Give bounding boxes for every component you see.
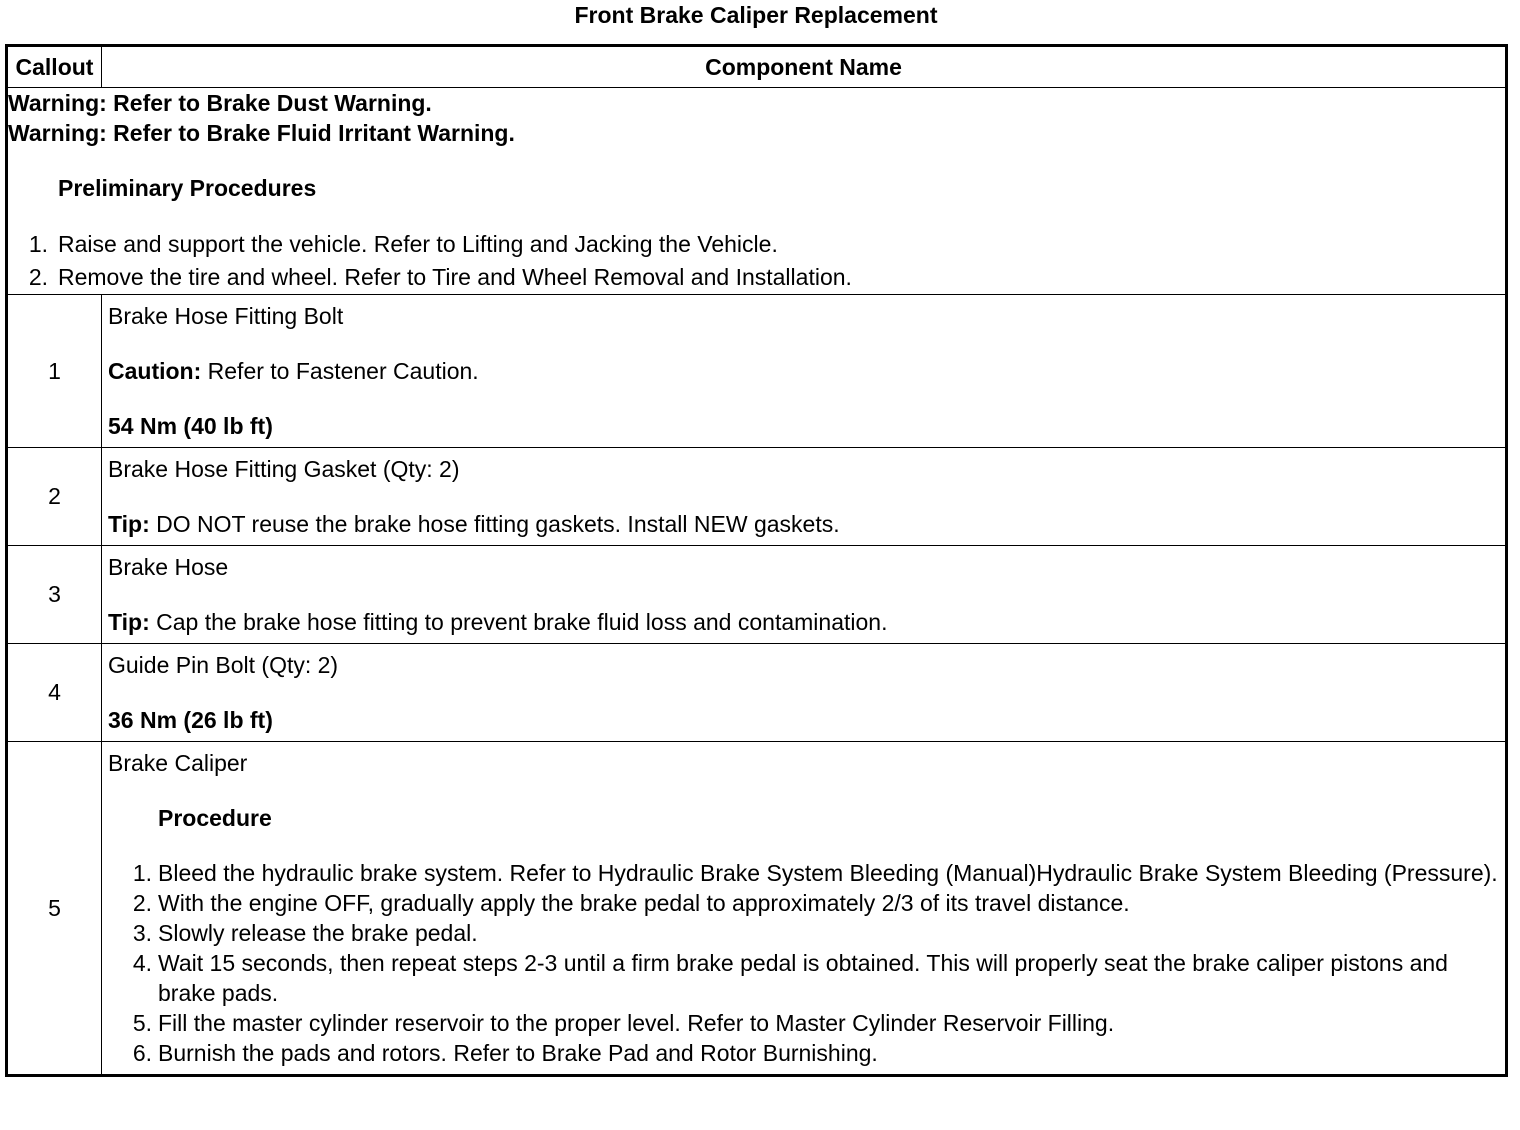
component-cell bbox=[102, 742, 1507, 1076]
warning-brake-dust: Warning: Refer to Brake Dust Warning. bbox=[8, 90, 432, 116]
warning-brake-fluid: Warning: Refer to Brake Fluid Irritant Warning. bbox=[8, 120, 515, 146]
procedure-table bbox=[5, 44, 1508, 1077]
callout-number: 1 bbox=[7, 295, 102, 448]
component-name: Brake Caliper bbox=[108, 750, 248, 776]
component-name: Guide Pin Bolt (Qty: 2) bbox=[108, 652, 339, 678]
procedure-steps bbox=[108, 858, 1499, 1068]
table-row bbox=[7, 295, 1507, 448]
preliminary-row bbox=[7, 88, 1507, 295]
preliminary-cell bbox=[7, 88, 1507, 295]
list-item: 1. Raise and support the vehicle. Refer to Lifting and Jacking the Vehicle. bbox=[28, 231, 778, 257]
callout-number: 4 bbox=[7, 644, 102, 742]
component-cell bbox=[102, 644, 1507, 742]
list-item: 3. Slowly release the brake pedal. bbox=[132, 920, 478, 946]
callout-header: Callout bbox=[7, 46, 102, 88]
page-title: Front Brake Caliper Replacement bbox=[574, 2, 938, 28]
procedure-heading: Procedure bbox=[158, 805, 272, 831]
callout-number: 5 bbox=[7, 742, 102, 1076]
component-name: Brake Hose Fitting Gasket (Qty: 2) bbox=[108, 456, 460, 482]
table-row bbox=[7, 448, 1507, 546]
preliminary-heading: Preliminary Procedures bbox=[58, 175, 317, 201]
component-cell bbox=[102, 295, 1507, 448]
list-item: 2. With the engine OFF, gradually apply the brake pedal to approximately 2/3 of its travel distance. bbox=[132, 890, 1130, 916]
table-row bbox=[7, 644, 1507, 742]
list-item: 6. Burnish the pads and rotors. Refer to Brake Pad and Rotor Burnishing. bbox=[132, 1040, 878, 1066]
list-item: 4. Wait 15 seconds, then repeat steps 2-3 until a firm brake pedal is obtained. This will properly seat the brake caliper pistons and brake pads. bbox=[132, 950, 1448, 1006]
component-cell bbox=[102, 448, 1507, 546]
table-row bbox=[7, 742, 1507, 1076]
caution-note: Caution: Refer to Fastener Caution. bbox=[108, 358, 479, 384]
list-item: 2. Remove the tire and wheel. Refer to Tire and Wheel Removal and Installation. bbox=[28, 264, 852, 290]
component-name: Brake Hose bbox=[108, 554, 229, 580]
torque-spec: 36 Nm (26 lb ft) bbox=[108, 707, 273, 733]
callout-number: 2 bbox=[7, 448, 102, 546]
callout-number: 3 bbox=[7, 546, 102, 644]
component-cell bbox=[102, 546, 1507, 644]
list-item: 1. Bleed the hydraulic brake system. Refer to Hydraulic Brake System Bleeding (Manual)Hydraulic Brake System Bleeding (Pressure). bbox=[132, 860, 1498, 886]
component-name: Brake Hose Fitting Bolt bbox=[108, 303, 344, 329]
torque-spec: 54 Nm (40 lb ft) bbox=[108, 413, 273, 439]
list-item: 5. Fill the master cylinder reservoir to the proper level. Refer to Master Cylinder Reservoir Filling. bbox=[132, 1010, 1115, 1036]
component-header: Component Name bbox=[102, 46, 1507, 88]
tip-note: Tip: DO NOT reuse the brake hose fitting gaskets. Install NEW gaskets. bbox=[108, 511, 840, 537]
preliminary-steps bbox=[8, 228, 1505, 294]
table-row bbox=[7, 546, 1507, 644]
tip-note: Tip: Cap the brake hose fitting to prevent brake fluid loss and contamination. bbox=[108, 609, 888, 635]
table-header-row bbox=[7, 46, 1507, 88]
